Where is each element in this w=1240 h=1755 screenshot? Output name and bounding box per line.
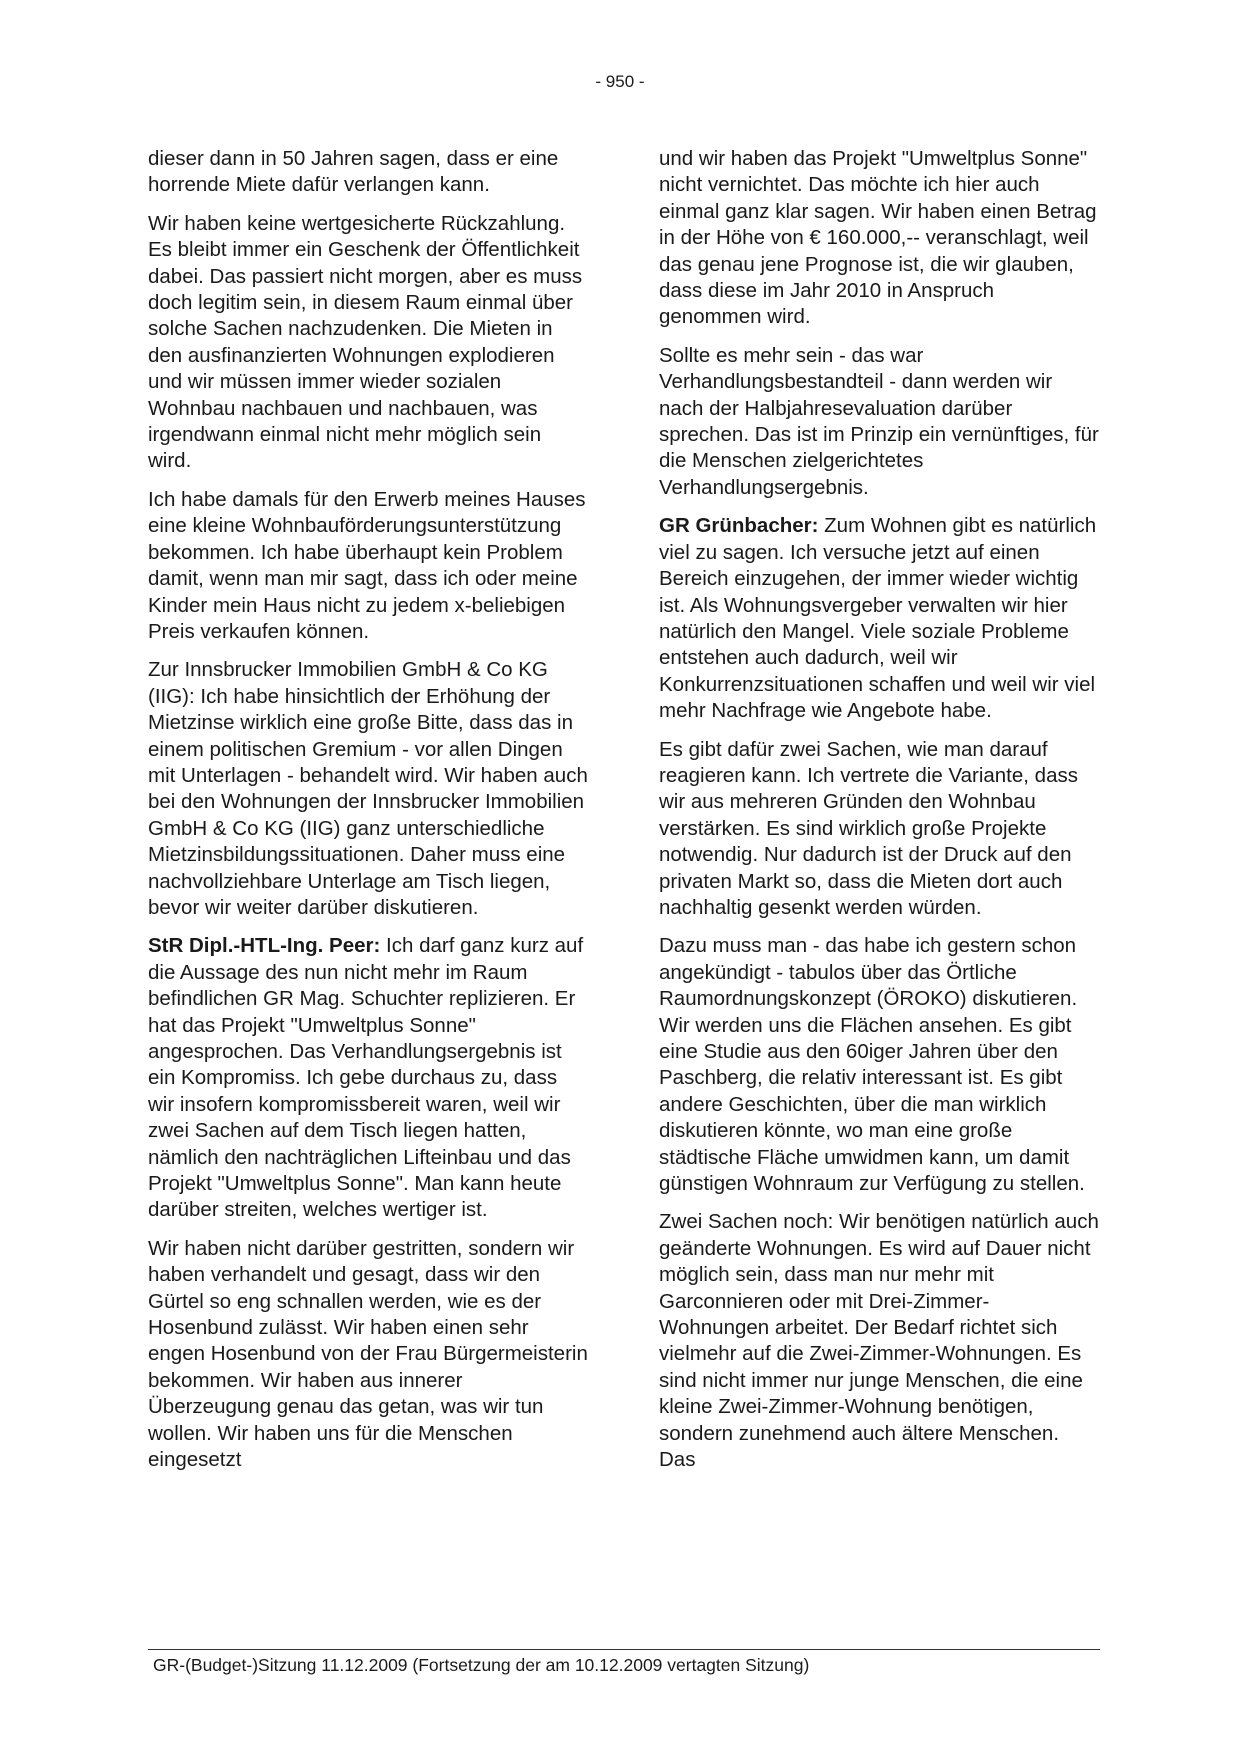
paragraph: und wir haben das Projekt "Umweltplus Sonne" nicht vernichtet. Das möchte ich hier auch einmal ganz klar sagen. Wir haben einen Betrag in der Höhe von € 160.000,-- veranschlagt, weil das genau jene Prognose ist, die wir glauben, dass diese im Jahr 2010 in Anspruch genommen wird. — [659, 147, 1097, 329]
paragraph: StR Dipl.-HTL-Ing. Peer: Ich darf ganz kurz auf die Aussage des nun nicht mehr im Raum befindlichen GR Mag. Schuchter replizieren. Er hat das Projekt "Umweltplus Sonne" angesprochen. Das Verhandlungsergebnis ist ein Kompromiss. Ich gebe durchaus zu, dass wir insofern kompromissbereit waren, weil wir zwei Sachen auf dem Tisch liegen hatten, nämlich den nachträglichen Lifteinbau und das Projekt "Umweltplus Sonne". Man kann heute darüber streiten, welches wertiger ist. — [148, 934, 584, 1222]
footer-divider — [148, 1649, 1100, 1650]
paragraph: Wir haben keine wertgesicherte Rückzahlung. Es bleibt immer ein Geschenk der Öffentlichkeit dabei. Das passiert nicht morgen, aber es muss doch legitim sein, in diesem Raum einmal über solche Sachen nachzudenken. Die Mieten in den ausfinanzierten Wohnungen explodieren und wir müssen immer wieder sozialen Wohnbau nachbauen und nachbauen, was irgendwann einmal nicht mehr möglich sein wird. — [148, 211, 583, 473]
paragraph: Wir haben nicht darüber gestritten, sondern wir haben verhandelt und gesagt, dass wir den Gürtel so eng schnallen werden, wie es der Hosenbund zulässt. Wir haben einen sehr engen Hosenbund von der Frau Bürgermeisterin bekommen. Wir haben aus innerer Überzeugung genau das getan, was wir tun wollen. Wir haben uns für die Menschen eingesetzt — [148, 1236, 588, 1472]
right-column — [659, 146, 1099, 1486]
speaker-name: StR Dipl.-HTL-Ing. Peer: — [148, 934, 381, 958]
page-number: - 950 - — [595, 72, 645, 91]
paragraph: Dazu muss man - das habe ich gestern schon angekündigt - tabulos über das Örtliche Raumordnungskonzept (ÖROKO) diskutieren. Wir werden uns die Flächen ansehen. Es gibt eine Studie aus den 60iger Jahren über den Paschberg, die relativ interessant ist. Es gibt andere Geschichten, über die man wirklich diskutieren könnte, wo man eine große städtische Fläche umwidmen kann, um damit günstigen Wohnraum zur Verfügung zu stellen. — [659, 934, 1085, 1196]
speaker-name: GR Grünbacher: — [659, 514, 819, 538]
paragraph: dieser dann in 50 Jahren sagen, dass er eine horrende Miete dafür verlangen kann. — [148, 147, 559, 197]
paragraph: Zwei Sachen noch: Wir benötigen natürlich auch geänderte Wohnungen. Es wird auf Dauer nicht möglich sein, dass man nur mehr mit Garconnieren oder mit Drei-Zimmer-Wohnungen arbeitet. Der Bedarf richtet sich vielmehr auf die Zwei-Zimmer-Wohnungen. Es sind nicht immer nur junge Menschen, die eine kleine Zwei-Zimmer-Wohnung benötigen, sondern zunehmend auch ältere Menschen. Das — [659, 1210, 1099, 1472]
footer: GR-(Budget-)Sitzung 11.12.2009 (Fortsetzung der am 10.12.2009 vertagten Sitzung) — [153, 1655, 810, 1675]
left-column — [148, 146, 588, 1486]
paragraph: Zur Innsbrucker Immobilien GmbH & Co KG (IIG): Ich habe hinsichtlich der Erhöhung der Mietzinse wirklich eine große Bitte, dass das in einem politischen Gremium - vor allen Dingen mit Unterlagen - behandelt wird. Wir haben auch bei den Wohnungen der Innsbrucker Immobilien GmbH & Co KG (IIG) ganz unterschiedliche Mietzinsbildungssituationen. Daher muss eine nachvollziehbare Unterlage am Tisch liegen, bevor wir weiter darüber diskutieren. — [148, 658, 588, 919]
paragraph: Sollte es mehr sein - das war Verhandlungsbestandteil - dann werden wir nach der Halbjahresevaluation darüber sprechen. Das ist im Prinzip ein vernünftiges, für die Menschen zielgerichtetes Verhandlungsergebnis. — [659, 343, 1099, 499]
paragraph: GR Grünbacher: Zum Wohnen gibt es natürlich viel zu sagen. Ich versuche jetzt auf einen Bereich einzugehen, der immer wieder wichtig ist. Als Wohnungsvergeber verwalten wir hier natürlich den Mangel. Viele soziale Probleme entstehen auch dadurch, weil wir Konkurrenzsituationen schaffen und weil wir viel mehr Nachfrage wie Angebote habe. — [659, 514, 1097, 723]
paragraph: Ich habe damals für den Erwerb meines Hauses eine kleine Wohnbauförderungsunterstützung bekommen. Ich habe überhaupt kein Problem damit, wenn man mir sagt, dass ich oder meine Kinder mein Haus nicht zu jedem x-beliebigen Preis verkaufen können. — [148, 487, 586, 643]
paragraph: Es gibt dafür zwei Sachen, wie man darauf reagieren kann. Ich vertrete die Variante, dass wir aus mehreren Gründen den Wohnbau verstärken. Es sind wirklich große Projekte notwendig. Nur dadurch ist der Druck auf den privaten Markt so, dass die Mieten dort auch nachhaltig gesenkt werden würden. — [659, 737, 1078, 919]
